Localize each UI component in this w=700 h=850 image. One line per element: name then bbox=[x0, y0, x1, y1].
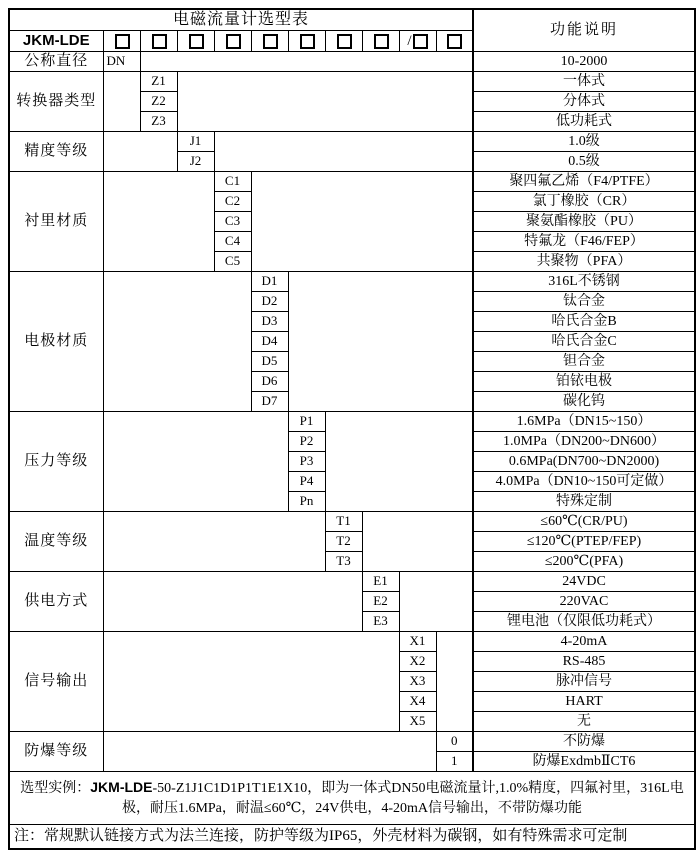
desc-cell: ≤120℃(PTEP/FEP) bbox=[473, 532, 695, 552]
desc-cell: 碳化钨 bbox=[473, 392, 695, 412]
code-cell: C2 bbox=[214, 192, 251, 212]
row-label-converter: 转换器类型 bbox=[9, 72, 103, 132]
desc-cell: 分体式 bbox=[473, 92, 695, 112]
spacer-cell bbox=[251, 172, 473, 272]
desc-cell: ≤200℃(PFA) bbox=[473, 552, 695, 572]
code-cell: X1 bbox=[399, 632, 436, 652]
row-label-pressure: 压力等级 bbox=[9, 412, 103, 512]
spacer-cell bbox=[103, 72, 140, 132]
checkbox-icon[interactable] bbox=[374, 34, 389, 49]
desc-cell: 聚氨酯橡胶（PU） bbox=[473, 212, 695, 232]
checkbox-icon[interactable] bbox=[447, 34, 462, 49]
spacer-cell bbox=[103, 572, 362, 632]
code-slot-cell bbox=[103, 31, 140, 52]
row-label-electrode: 电极材质 bbox=[9, 272, 103, 412]
code-slot-cell bbox=[399, 31, 436, 52]
code-cell: X3 bbox=[399, 672, 436, 692]
code-cell: D3 bbox=[251, 312, 288, 332]
desc-cell: 氯丁橡胶（CR） bbox=[473, 192, 695, 212]
desc-cell: 哈氏合金C bbox=[473, 332, 695, 352]
spacer-cell bbox=[140, 52, 473, 72]
code-cell: D1 bbox=[251, 272, 288, 292]
code-cell: E2 bbox=[362, 592, 399, 612]
code-slot-cell bbox=[288, 31, 325, 52]
code-cell: D2 bbox=[251, 292, 288, 312]
row-label-diameter: 公称直径 bbox=[9, 52, 103, 72]
desc-cell: 316L不锈钢 bbox=[473, 272, 695, 292]
desc-cell: 10-2000 bbox=[473, 52, 695, 72]
code-slot-cell bbox=[325, 31, 362, 52]
code-cell: X5 bbox=[399, 712, 436, 732]
row-label-power: 供电方式 bbox=[9, 572, 103, 632]
footnote: 注：常规默认链接方式为法兰连接，防护等级为IP65，外壳材料为碳钢，如有特殊需求可定制 bbox=[9, 825, 695, 850]
spacer-cell bbox=[177, 72, 473, 132]
desc-cell: 聚四氟乙烯（F4/PTFE） bbox=[473, 172, 695, 192]
desc-cell: 4.0MPa（DN10~150可定做） bbox=[473, 472, 695, 492]
function-header: 功能说明 bbox=[473, 9, 695, 52]
code-cell: C5 bbox=[214, 252, 251, 272]
desc-cell: 脉冲信号 bbox=[473, 672, 695, 692]
spacer-cell bbox=[103, 512, 325, 572]
example-model: JKM-LDE bbox=[90, 779, 153, 795]
desc-cell: 无 bbox=[473, 712, 695, 732]
code-slot-cell bbox=[436, 31, 473, 52]
model-prefix: JKM-LDE bbox=[9, 31, 103, 52]
checkbox-icon[interactable] bbox=[413, 34, 428, 49]
code-cell: P2 bbox=[288, 432, 325, 452]
desc-cell: 24VDC bbox=[473, 572, 695, 592]
code-cell: X4 bbox=[399, 692, 436, 712]
desc-cell: 220VAC bbox=[473, 592, 695, 612]
checkbox-icon[interactable] bbox=[263, 34, 278, 49]
code-cell: D5 bbox=[251, 352, 288, 372]
code-cell: T1 bbox=[325, 512, 362, 532]
code-cell: D7 bbox=[251, 392, 288, 412]
desc-cell: HART bbox=[473, 692, 695, 712]
code-cell: 1 bbox=[436, 752, 473, 772]
spacer-cell bbox=[436, 632, 473, 732]
code-cell: D6 bbox=[251, 372, 288, 392]
selection-table bbox=[8, 8, 696, 850]
code-cell: Z3 bbox=[140, 112, 177, 132]
code-slot-cell bbox=[251, 31, 288, 52]
spacer-cell bbox=[288, 272, 473, 412]
spacer-cell bbox=[103, 412, 288, 512]
code-cell: C3 bbox=[214, 212, 251, 232]
desc-cell: 低功耗式 bbox=[473, 112, 695, 132]
row-label-temperature: 温度等级 bbox=[9, 512, 103, 572]
slot-prefix: / bbox=[407, 32, 412, 49]
code-cell: 0 bbox=[436, 732, 473, 752]
desc-cell: 钛合金 bbox=[473, 292, 695, 312]
code-cell: C1 bbox=[214, 172, 251, 192]
desc-cell: 0.5级 bbox=[473, 152, 695, 172]
spacer-cell bbox=[103, 732, 436, 772]
spacer-cell bbox=[362, 512, 473, 572]
checkbox-icon[interactable] bbox=[300, 34, 315, 49]
row-label-explosionproof: 防爆等级 bbox=[9, 732, 103, 772]
spacer-cell bbox=[103, 132, 177, 172]
row-label-signal: 信号输出 bbox=[9, 632, 103, 732]
desc-cell: 防爆ExdmbⅡCT6 bbox=[473, 752, 695, 772]
code-cell: P4 bbox=[288, 472, 325, 492]
desc-cell: 共聚物（PFA） bbox=[473, 252, 695, 272]
code-slot-cell bbox=[177, 31, 214, 52]
desc-cell: 铂铱电极 bbox=[473, 372, 695, 392]
checkbox-icon[interactable] bbox=[189, 34, 204, 49]
checkbox-icon[interactable] bbox=[226, 34, 241, 49]
desc-cell: 1.6MPa（DN15~150） bbox=[473, 412, 695, 432]
spacer-cell bbox=[103, 632, 399, 732]
spacer-cell bbox=[399, 572, 473, 632]
code-slot-cell bbox=[214, 31, 251, 52]
desc-cell: 特殊定制 bbox=[473, 492, 695, 512]
spacer-cell bbox=[103, 172, 214, 272]
selection-example bbox=[9, 772, 695, 825]
desc-cell: 哈氏合金B bbox=[473, 312, 695, 332]
spacer-cell bbox=[214, 132, 473, 172]
desc-cell: 4-20mA bbox=[473, 632, 695, 652]
example-prefix: 选型实例： bbox=[20, 781, 91, 796]
desc-cell: 0.6MPa(DN700~DN2000) bbox=[473, 452, 695, 472]
desc-cell: 不防爆 bbox=[473, 732, 695, 752]
desc-cell: 1.0级 bbox=[473, 132, 695, 152]
row-label-accuracy: 精度等级 bbox=[9, 132, 103, 172]
code-cell: D4 bbox=[251, 332, 288, 352]
checkbox-icon[interactable] bbox=[115, 34, 130, 49]
code-cell: P1 bbox=[288, 412, 325, 432]
code-cell: X2 bbox=[399, 652, 436, 672]
desc-cell: 1.0MPa（DN200~DN600） bbox=[473, 432, 695, 452]
code-cell: T3 bbox=[325, 552, 362, 572]
desc-cell: 一体式 bbox=[473, 72, 695, 92]
code-slot-cell bbox=[362, 31, 399, 52]
code-cell: J2 bbox=[177, 152, 214, 172]
spacer-cell bbox=[325, 412, 473, 512]
desc-cell: RS-485 bbox=[473, 652, 695, 672]
row-label-lining: 衬里材质 bbox=[9, 172, 103, 272]
code-cell: Z1 bbox=[140, 72, 177, 92]
code-slot-cell bbox=[140, 31, 177, 52]
desc-cell: 锂电池（仅限低功耗式） bbox=[473, 612, 695, 632]
code-cell: E3 bbox=[362, 612, 399, 632]
table-title: 电磁流量计选型表 bbox=[9, 9, 473, 31]
code-cell: DN bbox=[103, 52, 140, 72]
code-cell: Z2 bbox=[140, 92, 177, 112]
desc-cell: ≤60℃(CR/PU) bbox=[473, 512, 695, 532]
checkbox-icon[interactable] bbox=[152, 34, 167, 49]
example-text: -50-Z1J1C1D1P1T1E1X10，即为一体式DN50电磁流量计,1.0%精度，四氟衬里，316L电极，耐压1.6MPa，耐温≤60℃，24V供电，4-20mA信号输出，不带防爆功能 bbox=[121, 781, 684, 816]
code-cell: C4 bbox=[214, 232, 251, 252]
spacer-cell bbox=[103, 272, 251, 412]
code-cell: Pn bbox=[288, 492, 325, 512]
desc-cell: 钽合金 bbox=[473, 352, 695, 372]
code-cell: J1 bbox=[177, 132, 214, 152]
checkbox-icon[interactable] bbox=[337, 34, 352, 49]
code-cell: P3 bbox=[288, 452, 325, 472]
desc-cell: 特氟龙（F46/FEP） bbox=[473, 232, 695, 252]
code-cell: T2 bbox=[325, 532, 362, 552]
code-cell: E1 bbox=[362, 572, 399, 592]
